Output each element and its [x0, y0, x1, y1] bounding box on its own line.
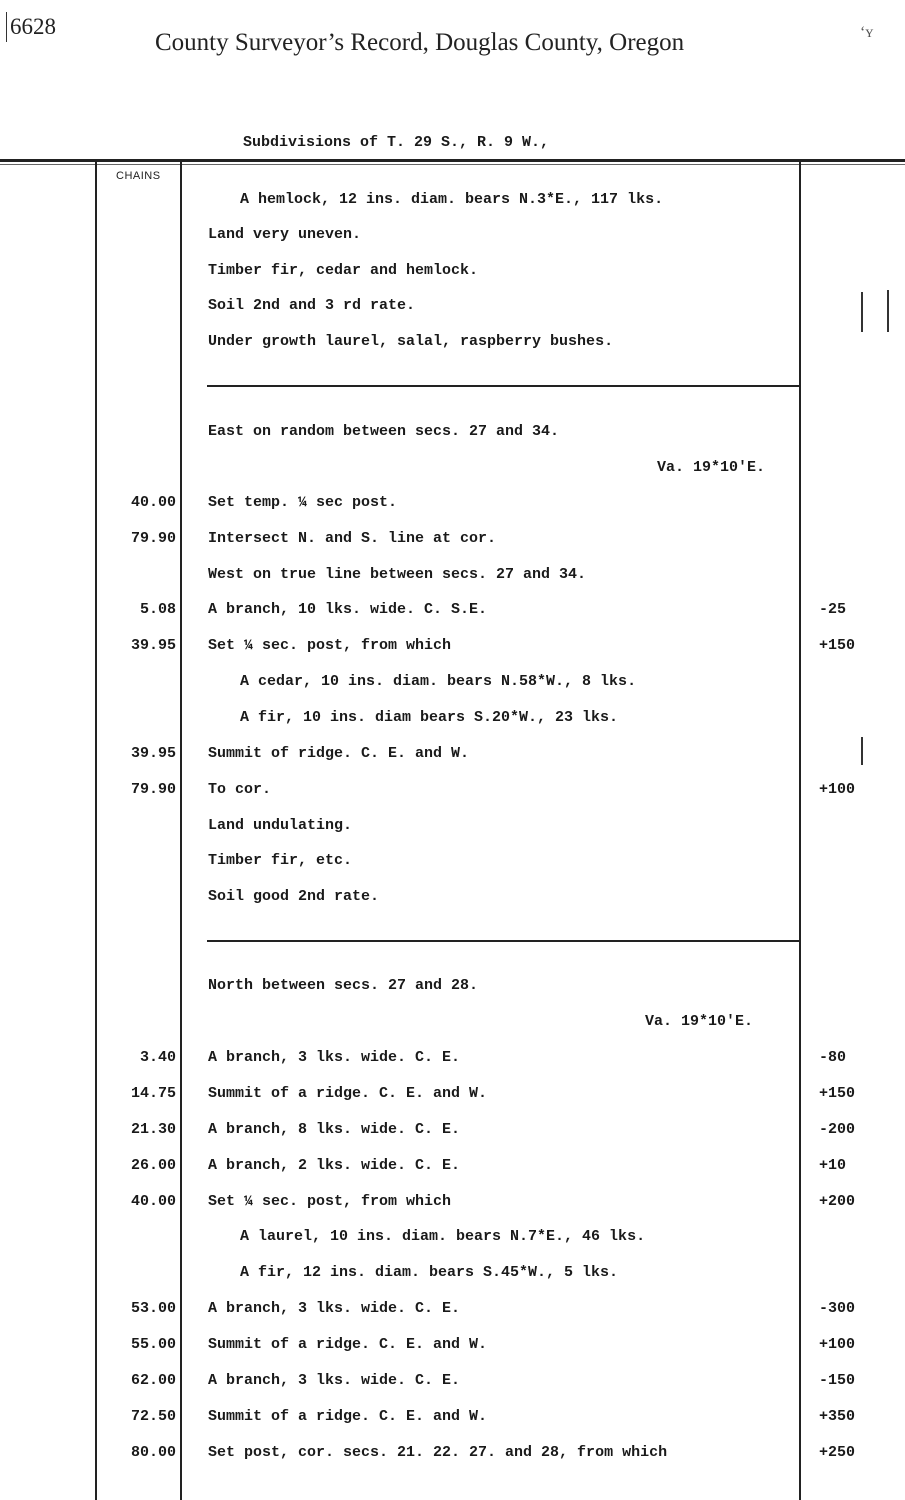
- chain-distance: 62.00: [130, 1372, 176, 1389]
- table-row: [0, 636, 905, 672]
- section-separator: [207, 940, 800, 942]
- elevation-change: -300: [819, 1300, 856, 1317]
- elevation-change: +200: [819, 1193, 856, 1210]
- table-row: [0, 1443, 905, 1479]
- survey-note: Soil 2nd and 3 rd rate.: [208, 297, 416, 314]
- page-title: County Surveyor’s Record, Douglas County, Oregon: [155, 29, 685, 56]
- table-row: [0, 1156, 905, 1192]
- survey-note: Land undulating.: [208, 817, 353, 834]
- survey-note: Set post, cor. secs. 21. 22. 27. and 28, from which: [208, 1444, 668, 1461]
- table-row: [0, 422, 905, 458]
- survey-note: A branch, 3 lks. wide. C. E.: [208, 1372, 461, 1389]
- chain-distance: 80.00: [130, 1444, 176, 1461]
- margin-tick: [6, 12, 7, 42]
- survey-note: Timber fir, etc.: [208, 852, 353, 869]
- table-row: [0, 887, 905, 923]
- table-row: [0, 565, 905, 601]
- chain-distance: 40.00: [130, 494, 176, 511]
- elevation-change: +250: [819, 1444, 856, 1461]
- survey-note: Summit of a ridge. C. E. and W.: [208, 1408, 488, 1425]
- table-row: [0, 1048, 905, 1084]
- survey-note: Intersect N. and S. line at cor.: [208, 530, 497, 547]
- table-row: [0, 1084, 905, 1120]
- table-row: [0, 1120, 905, 1156]
- survey-note: Set temp. ¼ sec post.: [208, 494, 398, 511]
- survey-note: Summit of a ridge. C. E. and W.: [208, 1336, 488, 1353]
- survey-note: A hemlock, 12 ins. diam. bears N.3*E., 117 lks.: [240, 191, 664, 208]
- chain-distance: 3.40: [139, 1049, 176, 1066]
- table-row: [0, 1012, 905, 1048]
- survey-note: Set ¼ sec. post, from which: [208, 1193, 452, 1210]
- elevation-change: +350: [819, 1408, 856, 1425]
- chain-distance: 26.00: [130, 1157, 176, 1174]
- survey-note: North between secs. 27 and 28.: [208, 977, 479, 994]
- survey-note: A branch, 2 lks. wide. C. E.: [208, 1157, 461, 1174]
- table-row: [0, 672, 905, 708]
- subdivision-heading: Subdivisions of T. 29 S., R. 9 W.,: [243, 134, 550, 151]
- table-row: [0, 458, 905, 494]
- table-row: [0, 190, 905, 226]
- table-row: [0, 1192, 905, 1228]
- table-row: [0, 261, 905, 297]
- survey-note: Timber fir, cedar and hemlock.: [208, 262, 479, 279]
- table-row: [0, 332, 905, 368]
- elevation-change: +150: [819, 1085, 856, 1102]
- survey-note: A fir, 10 ins. diam bears S.20*W., 23 lks.: [240, 709, 619, 726]
- survey-note: A branch, 3 lks. wide. C. E.: [208, 1049, 461, 1066]
- survey-note: A branch, 10 lks. wide. C. S.E.: [208, 601, 488, 618]
- table-row: [0, 780, 905, 816]
- table-row: [0, 1407, 905, 1443]
- survey-note: To cor.: [208, 781, 272, 798]
- survey-note: Under growth laurel, salal, raspberry bushes.: [208, 333, 614, 350]
- top-rule-thin: [0, 164, 905, 165]
- table-row: [0, 1335, 905, 1371]
- table-row: [0, 296, 905, 332]
- table-row: [0, 851, 905, 887]
- survey-note: A laurel, 10 ins. diam. bears N.7*E., 46 lks.: [240, 1228, 646, 1245]
- table-row: [0, 225, 905, 261]
- chain-distance: 5.08: [139, 601, 176, 618]
- table-row: [0, 708, 905, 744]
- table-row: [0, 529, 905, 565]
- table-row: [0, 816, 905, 852]
- table-row: [0, 1371, 905, 1407]
- chain-distance: 72.50: [130, 1408, 176, 1425]
- elevation-change: -200: [819, 1121, 856, 1138]
- table-row: [0, 493, 905, 529]
- survey-note: Summit of a ridge. C. E. and W.: [208, 1085, 488, 1102]
- survey-note: East on random between secs. 27 and 34.: [208, 423, 560, 440]
- chain-distance: 39.95: [130, 745, 176, 762]
- elevation-change: +100: [819, 781, 856, 798]
- elevation-change: -25: [819, 601, 847, 618]
- corner-mark: ʻʏ: [860, 24, 874, 41]
- survey-note: Va. 19*10'E.: [644, 1013, 753, 1030]
- elevation-change: -150: [819, 1372, 856, 1389]
- survey-note: West on true line between secs. 27 and 34.: [208, 566, 587, 583]
- table-row: [0, 1263, 905, 1299]
- chain-distance: 40.00: [130, 1193, 176, 1210]
- survey-note: A fir, 12 ins. diam. bears S.45*W., 5 lks.: [240, 1264, 619, 1281]
- chain-distance: 21.30: [130, 1121, 176, 1138]
- table-row: [0, 1227, 905, 1263]
- elevation-change: +10: [819, 1157, 847, 1174]
- chains-column-header: CHAINS: [116, 170, 161, 182]
- chain-distance: 39.95: [130, 637, 176, 654]
- table-row: [0, 744, 905, 780]
- elevation-change: -80: [819, 1049, 847, 1066]
- table-row: [0, 1299, 905, 1335]
- chain-distance: 79.90: [130, 781, 176, 798]
- chain-distance: 14.75: [130, 1085, 176, 1102]
- elevation-change: +100: [819, 1336, 856, 1353]
- survey-note: Set ¼ sec. post, from which: [208, 637, 452, 654]
- survey-note: Soil good 2nd rate.: [208, 888, 380, 905]
- survey-note: A branch, 8 lks. wide. C. E.: [208, 1121, 461, 1138]
- elevation-change: +150: [819, 637, 856, 654]
- survey-note: A branch, 3 lks. wide. C. E.: [208, 1300, 461, 1317]
- table-row: [0, 976, 905, 1012]
- survey-note: Va. 19*10'E.: [656, 459, 765, 476]
- top-rule: [0, 159, 905, 162]
- survey-note: Summit of ridge. C. E. and W.: [208, 745, 470, 762]
- table-row: [0, 600, 905, 636]
- page-number: 6628: [10, 14, 56, 39]
- survey-note: A cedar, 10 ins. diam. bears N.58*W., 8 lks.: [240, 673, 637, 690]
- section-separator: [207, 385, 800, 387]
- survey-note: Land very uneven.: [208, 226, 362, 243]
- chain-distance: 55.00: [130, 1336, 176, 1353]
- chain-distance: 79.90: [130, 530, 176, 547]
- chain-distance: 53.00: [130, 1300, 176, 1317]
